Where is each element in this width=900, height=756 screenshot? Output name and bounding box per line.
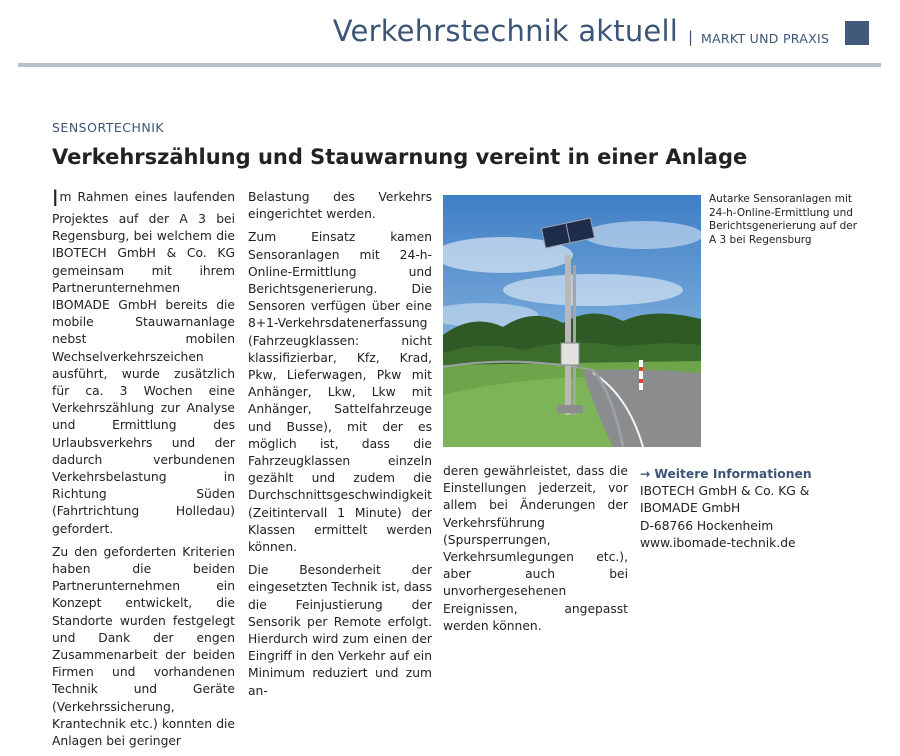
header-rule — [18, 63, 881, 67]
text-column-1 — [52, 189, 235, 756]
paragraph — [52, 189, 235, 538]
magazine-title: Verkehrstechnik aktuell — [332, 14, 678, 48]
drop-cap: I — [52, 187, 59, 212]
photo-caption: Autarke Sensoranlagen mit 24-h-Online-Ermittlung und Berichtsgenerierung auf der A 3 bei Regensburg — [709, 193, 858, 246]
article-headline: Verkehrszählung und Stauwarnung vereint in einer Anlage — [52, 145, 748, 169]
header-square — [845, 21, 869, 45]
paragraph: Zum Einsatz kamen Sensoranlagen mit 24-h-Online-Ermittlung und Berichtsgenerierung. Die Sensoren verfügen über eine 8+1-Verkehrsdatenerfassung (Fahrzeugklassen: nicht klassifizierbar, Kfz, Krad, Pkw, Lieferwagen, Pkw mit Anhänger, Lkw, Lkw mit Anhänger, Sattelfahrzeuge und Busse), mit der es möglich ist, dass die Fahrzeugklassen einzeln gezählt und zudem die Durchschnittsgeschwindigkeit (Zeitintervall 1 Minute) der Klassen ermittelt werden können. — [248, 230, 432, 555]
article-kicker: SENSORTECHNIK — [52, 120, 165, 135]
arrow-right-icon: → — [640, 467, 651, 481]
info-heading — [640, 466, 890, 483]
info-box — [640, 466, 890, 552]
info-line: IBOTECH GmbH & Co. KG & — [640, 484, 810, 499]
info-heading-text: Weitere Informationen — [654, 467, 812, 481]
text-column-2 — [248, 189, 432, 706]
paragraph: Belastung des Verkehrs eingerichtet werden. — [248, 190, 432, 222]
paragraph: deren gewährleistet, dass die Einstellungen jederzeit, vor allem bei Änderungen der Verkehrsführung (Spursperrungen, Verkehrsumlegungen etc.), aber auch bei unvorhergesehenen Ereignissen, angepasst werden können. — [443, 464, 628, 633]
text-column-3 — [443, 463, 628, 641]
paragraph-text: m Rahmen eines laufenden Projektes auf der A 3 bei Regensburg, bei welchem die IBOTECH GmbH & Co. KG gemeinsam mit ihrem Partnerunternehmen IBOMADE GmbH bereits die mobile Stauwarnanlage nebst mobilen Wechselverkehrszeichen ausführt, wurde zusätzlich für ca. 3 Wochen eine Verkehrszählung zur Analyse und Ermittlung des Urlaubsverkehrs und der dadurch verbundenen Verkehrsbelastung in Richtung Süden (Fahrtrichtung Holledau) gefordert. — [52, 190, 235, 536]
sensor-station-photo — [443, 195, 701, 447]
page-header — [0, 0, 900, 70]
info-line: IBOMADE GmbH — [640, 501, 741, 516]
info-website-link[interactable]: www.ibomade-technik.de — [640, 535, 796, 550]
section-label: MARKT UND PRAXIS — [701, 31, 830, 46]
info-line: D-68766 Hockenheim — [640, 518, 774, 533]
header-separator: | — [688, 28, 694, 46]
article-photo — [443, 195, 701, 447]
paragraph: Zu den geforderten Kriterien haben die beiden Partnerunternehmen ein Konzept entwickelt, die Standorte wurden festgelegt und Dank der engen Zusammenarbeit der beiden Firmen und vorhandenen Technik und Geräte (Verkehrssicherung, Krantechnik etc.) konnten die Anlagen bei geringer — [52, 544, 235, 749]
paragraph: Die Besonderheit der eingesetzten Technik ist, dass die Feinjustierung der Sensorik per Remote erfolgt. Hierdurch wird zum einen der Eingriff in den Verkehr auf ein Minimum reduziert und zum an- — [248, 563, 432, 698]
